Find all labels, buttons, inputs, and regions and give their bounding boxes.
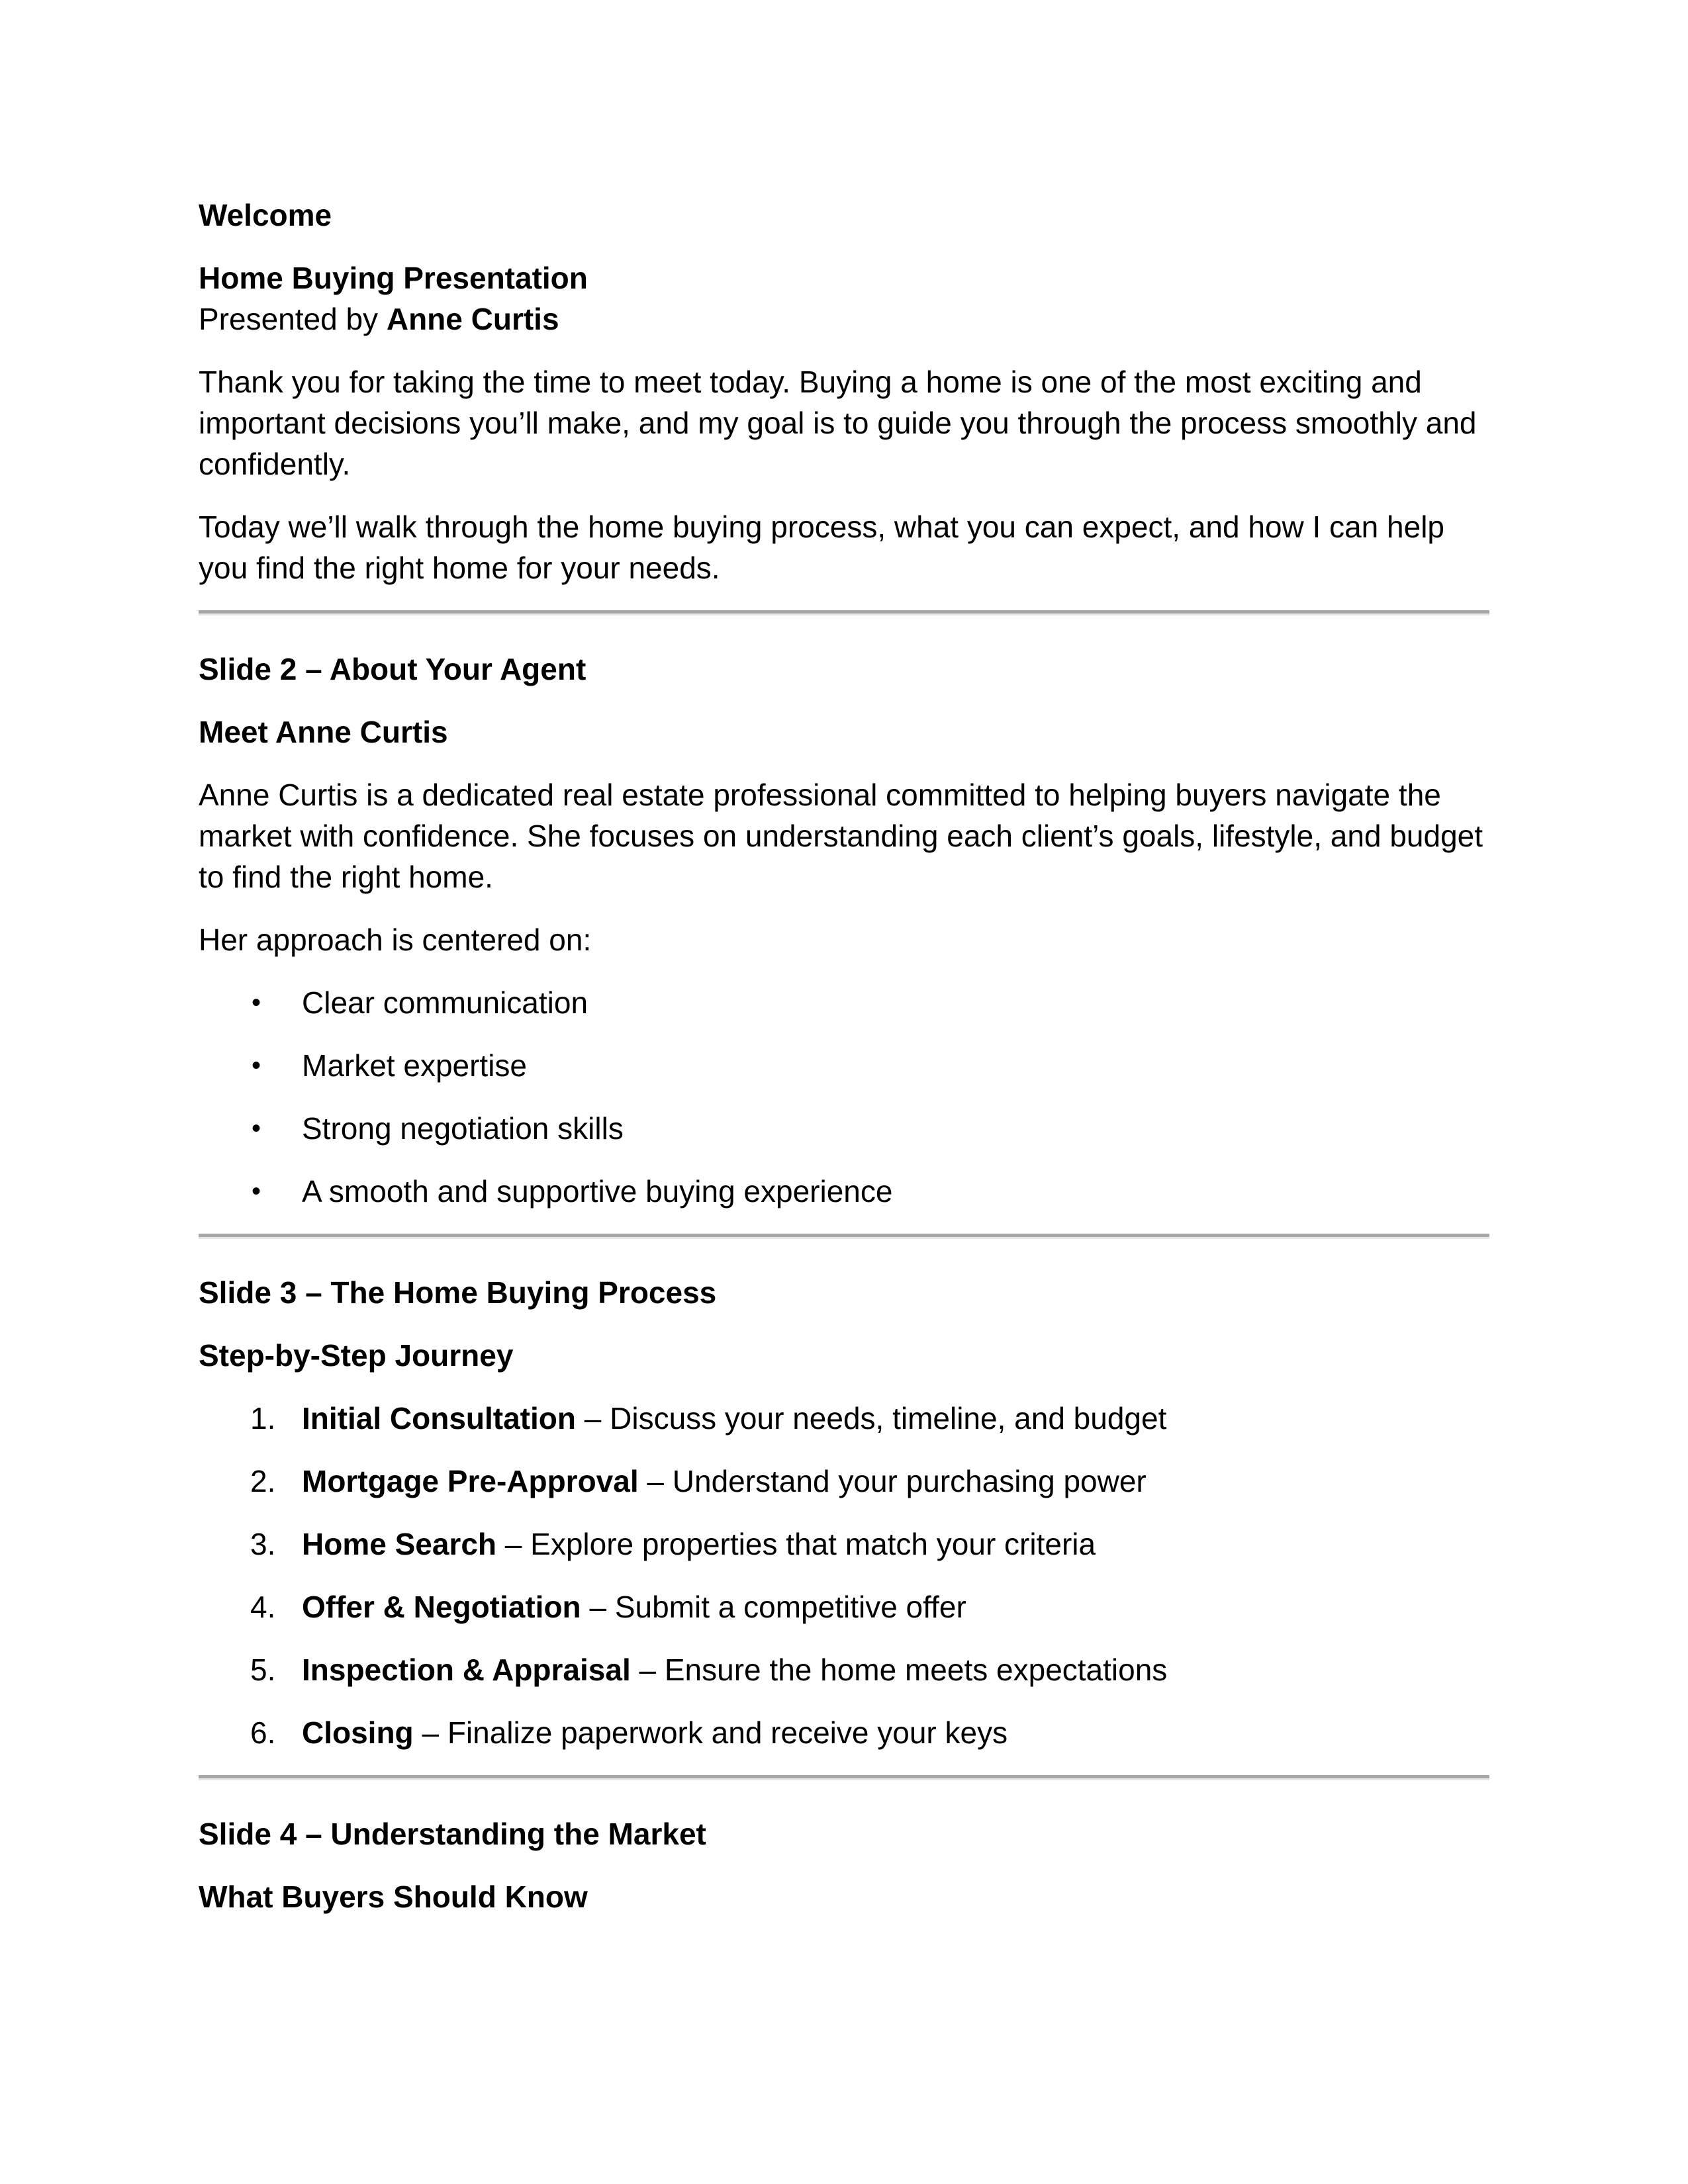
step-description: – Finalize paperwork and receive your keys [413, 1715, 1008, 1750]
slide4-heading: Slide 4 – Understanding the Market [199, 1817, 706, 1851]
step-title: Mortgage Pre-Approval [302, 1464, 639, 1498]
bullet-text: Clear communication [302, 985, 588, 1020]
step-item [199, 1712, 1489, 1753]
bullet-item [199, 1171, 1489, 1212]
step-item [199, 1524, 1489, 1565]
presenter-name: Anne Curtis [386, 302, 559, 336]
intro-paragraph-1: Thank you for taking the time to meet today. Buying a home is one of the most exciting and important decisions you’ll make, and my goal is to guide you through the process smoothly and confidently. [199, 365, 1477, 481]
section-divider-2 [199, 1234, 1489, 1239]
step-description: – Explore properties that match your criteria [496, 1527, 1096, 1561]
step-item [199, 1586, 1489, 1627]
step-description: – Discuss your needs, timeline, and budget [575, 1401, 1167, 1435]
step-number: 3. [250, 1527, 276, 1561]
step-description: – Understand your purchasing power [638, 1464, 1147, 1498]
step-number: 4. [250, 1590, 276, 1624]
bullet-icon: • [252, 988, 261, 1017]
step-title: Inspection & Appraisal [302, 1653, 631, 1687]
slide3-heading: Slide 3 – The Home Buying Process [199, 1275, 717, 1310]
slide2-heading: Slide 2 – About Your Agent [199, 652, 586, 686]
bullet-text: Strong negotiation skills [302, 1111, 624, 1146]
approach-bullet-list [199, 982, 1489, 1212]
bullet-text: Market expertise [302, 1048, 528, 1083]
steps-list [199, 1398, 1489, 1753]
section-divider-3 [199, 1775, 1489, 1780]
step-number: 1. [250, 1401, 276, 1435]
step-title: Home Search [302, 1527, 497, 1561]
welcome-heading: Welcome [199, 198, 332, 232]
intro-paragraph-2: Today we’ll walk through the home buying process, what you can expect, and how I can help you find the right home for your needs. [199, 510, 1445, 585]
step-description: – Submit a competitive offer [581, 1590, 966, 1624]
section-divider-1 [199, 610, 1489, 615]
approach-lead-in: Her approach is centered on: [199, 923, 592, 957]
bullet-item [199, 982, 1489, 1023]
step-number: 5. [250, 1653, 276, 1687]
step-item [199, 1649, 1489, 1690]
step-item [199, 1398, 1489, 1439]
agent-bio-paragraph: Anne Curtis is a dedicated real estate professional committed to helping buyers navigate the market with confidence. She focuses on understanding each client’s goals, lifestyle, and budget to find the right home. [199, 778, 1483, 894]
step-number: 2. [250, 1464, 276, 1498]
bullet-item [199, 1045, 1489, 1086]
step-title: Offer & Negotiation [302, 1590, 581, 1624]
step-description: – Ensure the home meets expectations [630, 1653, 1168, 1687]
bullet-text: A smooth and supportive buying experience [302, 1174, 893, 1208]
slide3-subheading: Step-by-Step Journey [199, 1338, 514, 1373]
doc-subtitle [199, 257, 1489, 340]
step-item [199, 1461, 1489, 1502]
step-title: Initial Consultation [302, 1401, 576, 1435]
bullet-icon: • [252, 1051, 261, 1080]
slide4-subheading: What Buyers Should Know [199, 1880, 588, 1914]
bullet-icon: • [252, 1177, 261, 1206]
step-title: Closing [302, 1715, 414, 1750]
bullet-icon: • [252, 1114, 261, 1143]
presented-by-prefix: Presented by [199, 302, 387, 336]
bullet-item [199, 1108, 1489, 1149]
slide2-subheading: Meet Anne Curtis [199, 715, 448, 749]
step-number: 6. [250, 1715, 276, 1750]
doc-title: Home Buying Presentation [199, 261, 588, 295]
